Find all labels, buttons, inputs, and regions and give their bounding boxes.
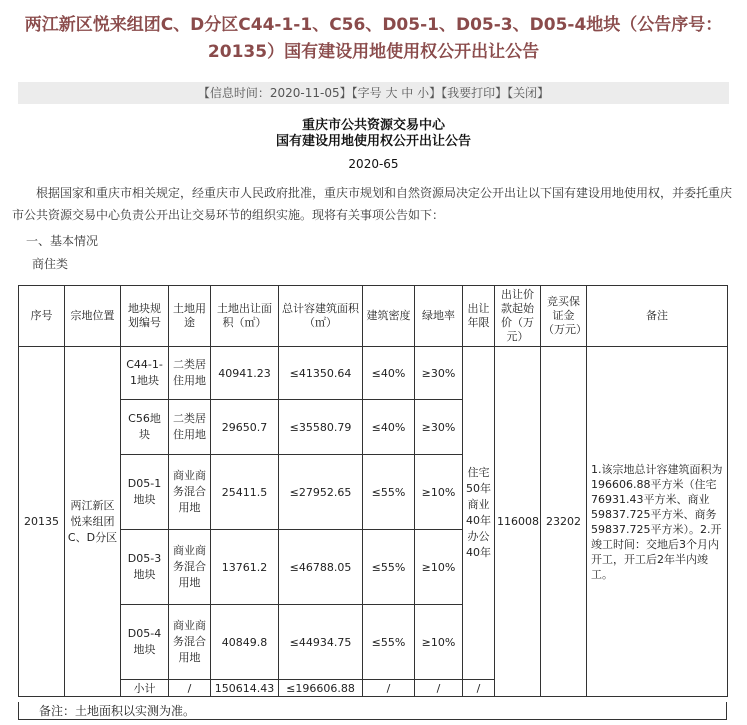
cell-far: ≤27952.65 xyxy=(279,455,363,530)
heading-org: 重庆市公共资源交易中心 xyxy=(301,118,445,133)
header-deposit: 竞买保证金（万元） xyxy=(541,286,587,347)
cell-seq: 20135 xyxy=(19,347,65,697)
cell-term: 住宅50年商业40年办公40年 xyxy=(463,347,495,680)
heading-number: 2020-65 xyxy=(348,157,399,171)
section-heading: 一、基本情况 xyxy=(26,234,99,248)
cell-area: 25411.5 xyxy=(211,455,279,530)
header-location: 宗地位置 xyxy=(65,286,121,347)
cell-start-price: 116008 xyxy=(495,347,541,697)
header-term: 出让年限 xyxy=(463,286,495,347)
page-title: 两江新区悦来组团C、D分区C44-1-1、C56、D05-1、D05-3、D05-4地块（公告序号：20135）国有建设用地使用权公开出让公告 xyxy=(24,15,723,62)
info-bar xyxy=(18,82,729,104)
cell-subtotal-label: 小计 xyxy=(121,680,169,697)
cell-green: ≥10% xyxy=(415,455,463,530)
print-link[interactable]: 【我要打印】 xyxy=(441,86,508,100)
cell-subtotal-term: / xyxy=(463,680,495,697)
cell-code: D05-4地块 xyxy=(121,605,169,680)
cell-use: 二类居住用地 xyxy=(169,347,211,400)
header-far: 总计容建筑面积（㎡） xyxy=(279,286,363,347)
cell-far: ≤35580.79 xyxy=(279,400,363,455)
cell-far: ≤44934.75 xyxy=(279,605,363,680)
heading-title: 国有建设用地使用权公开出让公告 xyxy=(275,134,471,149)
cell-code: C44-1-1地块 xyxy=(121,347,169,400)
cell-note: 1.该宗地总计容建筑面积为196606.88平方米（住宅76931.43平方米、商业59837.725平方米、商务59837.725平方米）。2.开竣工时间：交地后3个月内开工，开工后2年半内竣工。 xyxy=(587,347,728,697)
font-size-control[interactable]: 【字号 大 中 小】 xyxy=(351,86,442,100)
close-link[interactable]: 【关闭】 xyxy=(507,86,550,100)
table-footnote: 备注：土地面积以实测为准。 xyxy=(18,702,727,720)
cell-green: ≥30% xyxy=(415,347,463,400)
cell-green: ≥30% xyxy=(415,400,463,455)
cell-density: ≤55% xyxy=(363,455,415,530)
header-area: 土地出让面积（㎡） xyxy=(211,286,279,347)
cell-subtotal-green: / xyxy=(415,680,463,697)
cell-far: ≤41350.64 xyxy=(279,347,363,400)
cell-use: 商业商务混合用地 xyxy=(169,530,211,605)
cell-density: ≤40% xyxy=(363,400,415,455)
header-note: 备注 xyxy=(587,286,728,347)
cell-use: 商业商务混合用地 xyxy=(169,605,211,680)
cell-density: ≤55% xyxy=(363,605,415,680)
header-density: 建筑密度 xyxy=(363,286,415,347)
header-green: 绿地率 xyxy=(415,286,463,347)
header-start-price: 出让价款起始价（万元） xyxy=(495,286,541,347)
header-seq: 序号 xyxy=(19,286,65,347)
cell-subtotal-use: / xyxy=(169,680,211,697)
cell-far: ≤46788.05 xyxy=(279,530,363,605)
table-header-row xyxy=(19,286,728,347)
cell-density: ≤55% xyxy=(363,530,415,605)
cell-green: ≥10% xyxy=(415,605,463,680)
cell-area: 40941.23 xyxy=(211,347,279,400)
cell-subtotal-far: ≤196606.88 xyxy=(279,680,363,697)
cell-area: 40849.8 xyxy=(211,605,279,680)
cell-subtotal-area: 150614.43 xyxy=(211,680,279,697)
cell-subtotal-density: / xyxy=(363,680,415,697)
cell-code: D05-3地块 xyxy=(121,530,169,605)
cell-deposit: 23202 xyxy=(541,347,587,697)
header-code: 地块规划编号 xyxy=(121,286,169,347)
cell-use: 商业商务混合用地 xyxy=(169,455,211,530)
cell-location: 两江新区悦来组团C、D分区 xyxy=(65,347,121,697)
cell-density: ≤40% xyxy=(363,347,415,400)
cell-green: ≥10% xyxy=(415,530,463,605)
cell-area: 29650.7 xyxy=(211,400,279,455)
header-use: 土地用途 xyxy=(169,286,211,347)
intro-paragraph: 根据国家和重庆市相关规定，经重庆市人民政府批准，重庆市规划和自然资源局决定公开出让以下国有建设用地使用权，并委托重庆市公共资源交易中心负责公开出让交易环节的组织实施。现将有关事项公告如下： xyxy=(12,186,733,222)
cell-code: D05-1地块 xyxy=(121,455,169,530)
cell-area: 13761.2 xyxy=(211,530,279,605)
land-table xyxy=(18,285,728,697)
table-row xyxy=(19,347,728,400)
cell-code: C56地块 xyxy=(121,400,169,455)
cell-use: 二类居住用地 xyxy=(169,400,211,455)
info-time: 【信息时间：2020-11-05】 xyxy=(197,86,352,100)
category-label: 商住类 xyxy=(32,257,69,271)
